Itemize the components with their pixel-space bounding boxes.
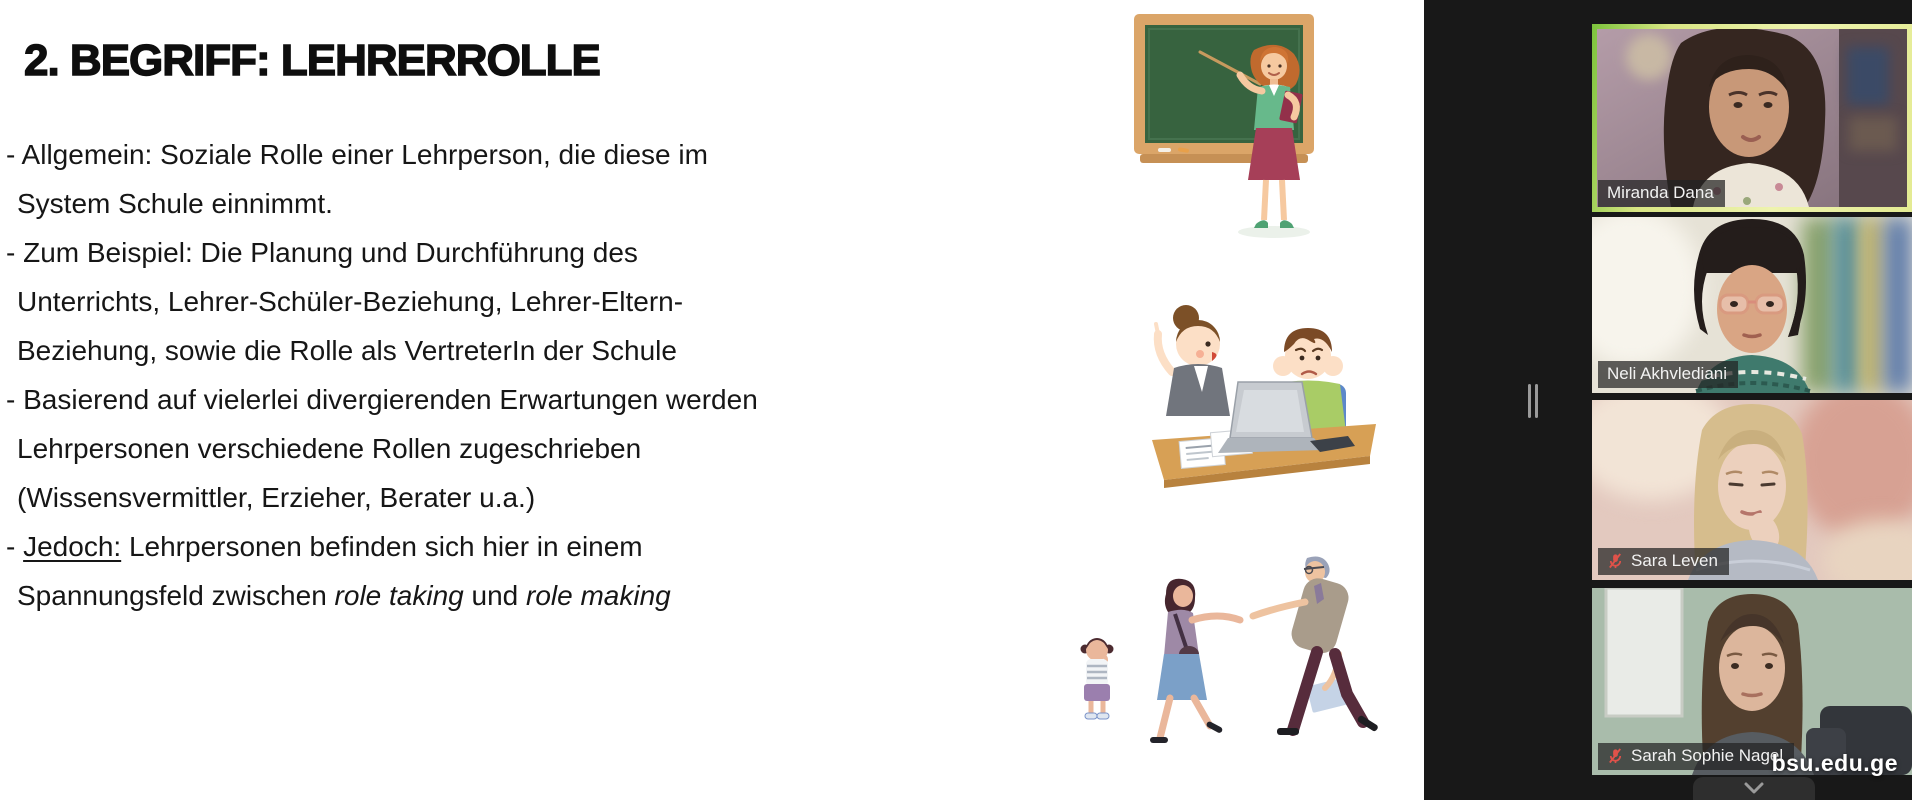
teacher-man bbox=[1253, 556, 1379, 735]
mic-muted-icon bbox=[1607, 552, 1624, 570]
tutor bbox=[1156, 305, 1230, 416]
teacher-student-desk-illustration bbox=[1150, 298, 1378, 493]
bullet-line: - Basierend auf vielerlei divergierenden Erwartungen werden bbox=[6, 384, 758, 415]
mother bbox=[1150, 579, 1240, 743]
underlined-term: Jedoch: bbox=[23, 531, 122, 562]
bullet-line: - Zum Beispiel: Die Planung und Durchführung des bbox=[6, 237, 638, 268]
participant-name: Neli Akhvlediani bbox=[1607, 364, 1728, 383]
bullet-line: Unterrichts, Lehrer-Schüler-Beziehung, Lehrer-Eltern- bbox=[17, 286, 684, 317]
video-tile-neli-akhvlediani[interactable] bbox=[1592, 217, 1912, 393]
italic-term: role making bbox=[526, 580, 671, 611]
participant-name: Miranda Dana bbox=[1607, 183, 1714, 202]
teacher-blackboard-illustration bbox=[1128, 8, 1340, 240]
bullet-line: Lehrpersonen verschiedene Rollen zugeschrieben bbox=[17, 433, 642, 464]
bullet-line: Beziehung, sowie die Rolle als VertreterIn der Schule bbox=[17, 335, 677, 366]
italic-term: role taking bbox=[334, 580, 464, 611]
participant-name-label bbox=[1598, 361, 1738, 388]
bullet-line: System Schule einnimmt. bbox=[17, 188, 333, 219]
participant-name-label bbox=[1598, 180, 1725, 207]
participant-name: Sarah Sophie Nagel bbox=[1631, 746, 1784, 765]
collapse-thumbnails-button[interactable] bbox=[1693, 777, 1815, 800]
slide-body-text bbox=[6, 130, 866, 620]
participant-name-label bbox=[1598, 548, 1729, 575]
video-tile-sarah-sophie-nagel[interactable] bbox=[1592, 588, 1912, 775]
panel-resize-handle[interactable] bbox=[1524, 380, 1544, 422]
participant-name-label bbox=[1598, 743, 1794, 770]
child bbox=[1081, 638, 1114, 719]
mic-muted-icon bbox=[1607, 747, 1624, 765]
participant-name: Sara Leven bbox=[1631, 551, 1718, 570]
video-tile-sara-leven[interactable] bbox=[1592, 400, 1912, 580]
bullet-line: (Wissensvermittler, Erzieher, Berater u.a.) bbox=[17, 482, 536, 513]
parent-teacher-handshake-illustration bbox=[1056, 550, 1396, 760]
video-tile-miranda-dana[interactable] bbox=[1592, 24, 1912, 212]
slide-title: 2. BEGRIFF: LEHRERROLLE bbox=[24, 36, 600, 85]
chevron-down-icon bbox=[1739, 781, 1769, 795]
bullet-line: - Jedoch: Lehrpersonen befinden sich hier in einem bbox=[6, 531, 643, 562]
watermark: bsu.edu.ge bbox=[1771, 750, 1898, 776]
bullet-line: - Allgemein: Soziale Rolle einer Lehrperson, die diese im bbox=[6, 139, 708, 170]
bullet-line: Spannungsfeld zwischen role taking und role making bbox=[17, 580, 671, 611]
